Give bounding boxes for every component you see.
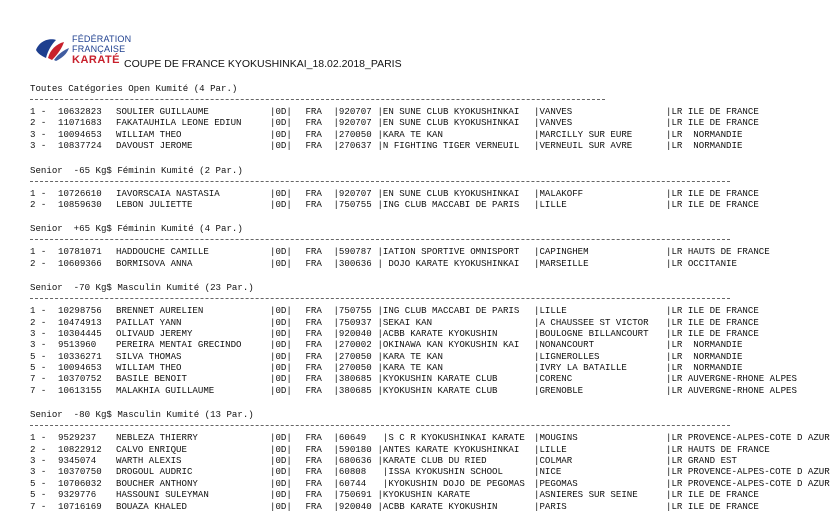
dashed-rule xyxy=(30,298,730,299)
result-club: |ING CLUB MACCABI DE PARIS xyxy=(372,305,520,317)
section-gap xyxy=(30,210,830,222)
result-d: |0D| xyxy=(270,466,292,478)
result-club: |EN SUNE CLUB KYOKUSHINKAI xyxy=(372,106,520,117)
result-club: |OKINAWA KAN KYOKUSHIN KAI xyxy=(372,339,520,351)
result-nat: FRA xyxy=(300,305,322,317)
dashed-rule xyxy=(30,425,730,426)
result-region: |LR AUVERGNE-RHONE ALPES xyxy=(666,373,797,385)
result-name: MALAKHIA GUILLAUME xyxy=(116,384,215,396)
result-nat: FRA xyxy=(300,106,322,117)
result-row xyxy=(30,455,830,466)
result-d: |0D| xyxy=(270,117,292,129)
result-row xyxy=(30,362,830,373)
result-code: |380685 xyxy=(328,373,372,385)
result-city: |BOULOGNE BILLANCOURT xyxy=(534,327,649,339)
result-nat: FRA xyxy=(300,140,322,152)
result-id: 10094653 xyxy=(58,128,102,140)
result-d: |0D| xyxy=(270,373,292,385)
category-title: Senior -70 Kg$ Masculin Kumité (23 Par.) xyxy=(30,282,254,294)
result-id: 9513960 xyxy=(58,339,97,351)
result-id: 10370750 xyxy=(58,466,102,478)
result-club: |EN SUNE CLUB KYOKUSHINKAI xyxy=(372,187,520,199)
result-d: |0D| xyxy=(270,443,292,455)
category-title: Senior -65 Kg$ Féminin Kumité (2 Par.) xyxy=(30,164,243,176)
result-id: 10716169 xyxy=(58,500,102,512)
result-name: BASILE BENOIT xyxy=(116,373,187,385)
result-club: |ACBB KARATE KYOKUSHIN xyxy=(372,327,498,339)
result-region: |LR ILE DE FRANCE xyxy=(666,305,759,317)
result-code: |300636 xyxy=(328,257,372,269)
result-name: BRENNET AURELIEN xyxy=(116,305,204,317)
result-name: WILLIAM THEO xyxy=(116,362,182,374)
event-title: COUPE DE FRANCE KYOKUSHINKAI_18.02.2018_PARIS xyxy=(124,58,402,70)
result-city: |CAPINGHEM xyxy=(534,246,589,258)
result-row xyxy=(30,246,830,257)
result-rank: 2 - xyxy=(30,198,52,210)
result-d: |0D| xyxy=(270,500,292,512)
category-title: Senior +65 Kg$ Féminin Kumité (4 Par.) xyxy=(30,223,243,235)
result-club: |ISSA KYOKUSHIN SCHOOL xyxy=(372,466,503,478)
result-d: |0D| xyxy=(270,489,292,501)
result-city: |NONANCOURT xyxy=(534,339,595,351)
result-region: |LR PROVENCE-ALPES-COTE D AZUR xyxy=(666,466,830,478)
result-city: |MARSEILLE xyxy=(534,257,589,269)
result-region: |LR AUVERGNE-RHONE ALPES xyxy=(666,384,797,396)
result-id: 10336271 xyxy=(58,350,102,362)
result-id: 10613155 xyxy=(58,384,102,396)
result-id: 10609366 xyxy=(58,257,102,269)
result-id: 10822912 xyxy=(58,443,102,455)
result-nat: FRA xyxy=(300,443,322,455)
result-code: |750755 xyxy=(328,198,372,210)
result-nat: FRA xyxy=(300,327,322,339)
result-nat: FRA xyxy=(300,466,322,478)
result-code: |270050 xyxy=(328,362,372,374)
result-nat: FRA xyxy=(300,339,322,351)
result-name: OLIVAUD JEREMY xyxy=(116,327,193,339)
result-club: |KYOKUSHIN DOJO DE PEGOMAS xyxy=(372,477,525,489)
result-nat: FRA xyxy=(300,500,322,512)
result-rank: 5 - xyxy=(30,362,52,374)
result-row xyxy=(30,478,830,489)
result-name: SOULIER GUILLAUME xyxy=(116,106,209,117)
result-nat: FRA xyxy=(300,117,322,129)
result-city: |VERNEUIL SUR AVRE xyxy=(534,140,633,152)
result-d: |0D| xyxy=(270,246,292,258)
result-id: 9329776 xyxy=(58,489,97,501)
result-d: |0D| xyxy=(270,198,292,210)
result-code: |380685 xyxy=(328,384,372,396)
result-region: |LR ILE DE FRANCE xyxy=(666,106,759,117)
result-code: |270050 xyxy=(328,128,372,140)
result-id: 10370752 xyxy=(58,373,102,385)
result-row xyxy=(30,501,830,512)
result-city: |VANVES xyxy=(534,117,573,129)
result-row xyxy=(30,373,830,384)
result-d: |0D| xyxy=(270,432,292,444)
result-code: |750755 xyxy=(328,305,372,317)
dashed-rule xyxy=(30,99,605,100)
result-rank: 7 - xyxy=(30,500,52,512)
result-club: |S C R KYOKUSHINKAI KARATE xyxy=(372,432,525,444)
result-name: WARTH ALEXIS xyxy=(116,455,182,467)
result-rank: 3 - xyxy=(30,455,52,467)
result-nat: FRA xyxy=(300,373,322,385)
result-id: 10298756 xyxy=(58,305,102,317)
result-city: |LILLE xyxy=(534,198,567,210)
result-name: NEBLEZA THIERRY xyxy=(116,432,198,444)
result-nat: FRA xyxy=(300,362,322,374)
result-d: |0D| xyxy=(270,106,292,117)
result-id: 11071683 xyxy=(58,117,102,129)
category-title: Toutes Catégories Open Kumité (4 Par.) xyxy=(30,83,238,94)
result-rank: 7 - xyxy=(30,384,52,396)
result-row xyxy=(30,385,830,396)
result-name: HASSOUNI SULEYMAN xyxy=(116,489,209,501)
result-name: IAVORSCAIA NASTASIA xyxy=(116,187,220,199)
result-club: |IATION SPORTIVE OMNISPORT xyxy=(372,246,520,258)
result-rank: 1 - xyxy=(30,305,52,317)
result-rank: 5 - xyxy=(30,489,52,501)
result-row xyxy=(30,117,830,128)
result-rank: 1 - xyxy=(30,187,52,199)
result-d: |0D| xyxy=(270,187,292,199)
result-code: |590787 xyxy=(328,246,372,258)
result-rank: 2 - xyxy=(30,117,52,129)
result-row xyxy=(30,188,830,199)
result-nat: FRA xyxy=(300,316,322,328)
result-nat: FRA xyxy=(300,198,322,210)
result-city: |LIGNEROLLES xyxy=(534,350,600,362)
category-title: Senior -80 Kg$ Masculin Kumité (13 Par.) xyxy=(30,409,254,421)
result-name: BORMISOVA ANNA xyxy=(116,257,193,269)
result-region: |LR ILE DE FRANCE xyxy=(666,327,759,339)
result-name: BOUAZA KHALED xyxy=(116,500,187,512)
result-club: |KYOKUSHIN KARATE CLUB xyxy=(372,384,498,396)
result-region: |LR ILE DE FRANCE xyxy=(666,198,759,210)
result-id: 10094653 xyxy=(58,362,102,374)
result-nat: FRA xyxy=(300,257,322,269)
result-rank: 3 - xyxy=(30,327,52,339)
result-club: |KYOKUSHIN KARATE xyxy=(372,489,471,501)
result-nat: FRA xyxy=(300,384,322,396)
result-id: 10304445 xyxy=(58,327,102,339)
result-code: |920040 xyxy=(328,500,372,512)
result-club: |KARA TE KAN xyxy=(372,362,443,374)
result-code: |920040 xyxy=(328,327,372,339)
result-d: |0D| xyxy=(270,350,292,362)
result-rank: 2 - xyxy=(30,443,52,455)
result-name: LEBON JULIETTE xyxy=(116,198,193,210)
result-nat: FRA xyxy=(300,187,322,199)
result-region: |LR HAUTS DE FRANCE xyxy=(666,246,770,258)
result-code: |270637 xyxy=(328,140,372,152)
result-rank: 1 - xyxy=(30,432,52,444)
result-name: WILLIAM THEO xyxy=(116,128,182,140)
result-d: |0D| xyxy=(270,305,292,317)
result-row xyxy=(30,106,830,117)
result-code: |270050 xyxy=(328,350,372,362)
result-row xyxy=(30,140,830,151)
result-code: |60744 xyxy=(328,477,367,489)
result-name: CALVO ENRIQUE xyxy=(116,443,187,455)
result-city: |CORENC xyxy=(534,373,573,385)
result-id: 10859630 xyxy=(58,198,102,210)
result-d: |0D| xyxy=(270,257,292,269)
result-city: |GRENOBLE xyxy=(534,384,584,396)
result-region: |LR ILE DE FRANCE xyxy=(666,500,759,512)
result-rank: 3 - xyxy=(30,140,52,152)
result-rank: 1 - xyxy=(30,106,52,117)
result-nat: FRA xyxy=(300,489,322,501)
result-code: |920707 xyxy=(328,187,372,199)
result-nat: FRA xyxy=(300,128,322,140)
result-region: |LR HAUTS DE FRANCE xyxy=(666,443,770,455)
result-nat: FRA xyxy=(300,455,322,467)
result-id: 10706032 xyxy=(58,477,102,489)
result-row xyxy=(30,489,830,500)
result-club: |SEKAI KAN xyxy=(372,316,433,328)
ffk-logo xyxy=(34,34,132,68)
result-name: HADDOUCHE CAMILLE xyxy=(116,246,209,258)
result-code: |920707 xyxy=(328,117,372,129)
dashed-rule xyxy=(30,181,730,182)
result-id: 10474913 xyxy=(58,316,102,328)
result-row xyxy=(30,466,830,477)
result-rank: 7 - xyxy=(30,373,52,385)
result-region: |LR NORMANDIE xyxy=(666,362,743,374)
result-code: |590180 xyxy=(328,443,372,455)
result-rank: 2 - xyxy=(30,257,52,269)
result-d: |0D| xyxy=(270,339,292,351)
result-city: |NICE xyxy=(534,466,562,478)
result-rank: 5 - xyxy=(30,350,52,362)
result-d: |0D| xyxy=(270,384,292,396)
result-d: |0D| xyxy=(270,362,292,374)
result-name: DROGOUL AUDRIC xyxy=(116,466,193,478)
logo-line-karate: KARATÉ xyxy=(72,54,121,66)
result-name: SILVA THOMAS xyxy=(116,350,182,362)
result-name: FAKATAUHILA LEONE EDIUN xyxy=(116,117,242,129)
result-region: |LR PROVENCE-ALPES-COTE D AZUR xyxy=(666,432,830,444)
result-city: |IVRY LA BATAILLE xyxy=(534,362,627,374)
result-id: 10632823 xyxy=(58,106,102,117)
result-rank: 3 - xyxy=(30,339,52,351)
result-d: |0D| xyxy=(270,477,292,489)
section-gap xyxy=(30,152,830,164)
result-code: |680636 xyxy=(328,455,372,467)
result-region: |LR ILE DE FRANCE xyxy=(666,489,759,501)
result-club: |KARATE CLUB DU RIED xyxy=(372,455,487,467)
result-nat: FRA xyxy=(300,350,322,362)
result-city: |MARCILLY SUR EURE xyxy=(534,128,633,140)
result-id: 9529237 xyxy=(58,432,97,444)
result-city: |MOUGINS xyxy=(534,432,578,444)
result-city: |A CHAUSSEE ST VICTOR xyxy=(534,316,649,328)
result-id: 10837724 xyxy=(58,140,102,152)
result-region: |LR PROVENCE-ALPES-COTE D AZUR xyxy=(666,477,830,489)
result-code: |60649 xyxy=(328,432,367,444)
result-row xyxy=(30,328,830,339)
result-city: |PEGOMAS xyxy=(534,477,578,489)
result-row xyxy=(30,199,830,210)
category-separator xyxy=(30,421,830,430)
result-name: DAVOUST JEROME xyxy=(116,140,193,152)
result-row xyxy=(30,339,830,350)
result-city: |COLMAR xyxy=(534,455,573,467)
result-row xyxy=(30,444,830,455)
result-row xyxy=(30,351,830,362)
logo-line-francaise: FRANÇAISE xyxy=(72,44,126,54)
result-row xyxy=(30,317,830,328)
result-region: |LR ILE DE FRANCE xyxy=(666,316,759,328)
result-rank: 5 - xyxy=(30,477,52,489)
result-code: |270002 xyxy=(328,339,372,351)
result-region: |LR GRAND EST xyxy=(666,455,737,467)
result-region: |LR ILE DE FRANCE xyxy=(666,117,759,129)
result-nat: FRA xyxy=(300,477,322,489)
ffk-logo-text xyxy=(72,34,131,65)
category-separator xyxy=(30,177,830,186)
result-club: |KARA TE KAN xyxy=(372,350,443,362)
results-list xyxy=(30,82,830,512)
result-rank: 2 - xyxy=(30,316,52,328)
result-city: |ASNIERES SUR SEINE xyxy=(534,489,638,501)
result-rank: 1 - xyxy=(30,246,52,258)
result-id: 10781071 xyxy=(58,246,102,258)
result-d: |0D| xyxy=(270,140,292,152)
result-d: |0D| xyxy=(270,455,292,467)
result-club: | DOJO KARATE KYOKUSHINKAI xyxy=(372,257,520,269)
result-city: |MALAKOFF xyxy=(534,187,584,199)
result-region: |LR NORMANDIE xyxy=(666,140,743,152)
result-club: |ING CLUB MACCABI DE PARIS xyxy=(372,198,520,210)
section-gap xyxy=(30,269,830,281)
result-region: |LR OCCITANIE xyxy=(666,257,737,269)
result-d: |0D| xyxy=(270,128,292,140)
category-separator xyxy=(30,95,830,104)
result-row xyxy=(30,432,830,443)
result-city: |LILLE xyxy=(534,305,567,317)
category-separator xyxy=(30,294,830,303)
result-club: |KYOKUSHIN KARATE CLUB xyxy=(372,373,498,385)
ffk-logo-emblem xyxy=(34,36,70,62)
result-club: |KARA TE KAN xyxy=(372,128,443,140)
result-code: |750691 xyxy=(328,489,372,501)
result-nat: FRA xyxy=(300,432,322,444)
result-club: |EN SUNE CLUB KYOKUSHINKAI xyxy=(372,117,520,129)
result-city: |LILLE xyxy=(534,443,567,455)
dashed-rule xyxy=(30,239,730,240)
result-id: 10726610 xyxy=(58,187,102,199)
result-row xyxy=(30,129,830,140)
result-code: |920707 xyxy=(328,106,372,117)
result-club: |N FIGHTING TIGER VERNEUIL xyxy=(372,140,520,152)
result-city: |VANVES xyxy=(534,106,573,117)
result-region: |LR NORMANDIE xyxy=(666,339,743,351)
result-region: |LR NORMANDIE xyxy=(666,128,743,140)
result-name: BOUCHER ANTHONY xyxy=(116,477,198,489)
result-rank: 3 - xyxy=(30,128,52,140)
result-row xyxy=(30,305,830,316)
category-separator xyxy=(30,235,830,244)
result-d: |0D| xyxy=(270,327,292,339)
result-club: |ACBB KARATE KYOKUSHIN xyxy=(372,500,498,512)
result-club: |ANTES KARATE KYOKUSHINKAI xyxy=(372,443,520,455)
result-nat: FRA xyxy=(300,246,322,258)
result-name: PEREIRA MENTAI GRECINDO xyxy=(116,339,242,351)
result-region: |LR ILE DE FRANCE xyxy=(666,187,759,199)
result-code: |60808 xyxy=(328,466,367,478)
section-gap xyxy=(30,396,830,408)
result-id: 9345074 xyxy=(58,455,97,467)
result-code: |750937 xyxy=(328,316,372,328)
result-rank: 3 - xyxy=(30,466,52,478)
logo-line-federation: FÉDÉRATION xyxy=(72,34,132,44)
result-city: |PARIS xyxy=(534,500,567,512)
result-row xyxy=(30,258,830,269)
result-d: |0D| xyxy=(270,316,292,328)
result-name: PAILLAT YANN xyxy=(116,316,182,328)
result-region: |LR NORMANDIE xyxy=(666,350,743,362)
